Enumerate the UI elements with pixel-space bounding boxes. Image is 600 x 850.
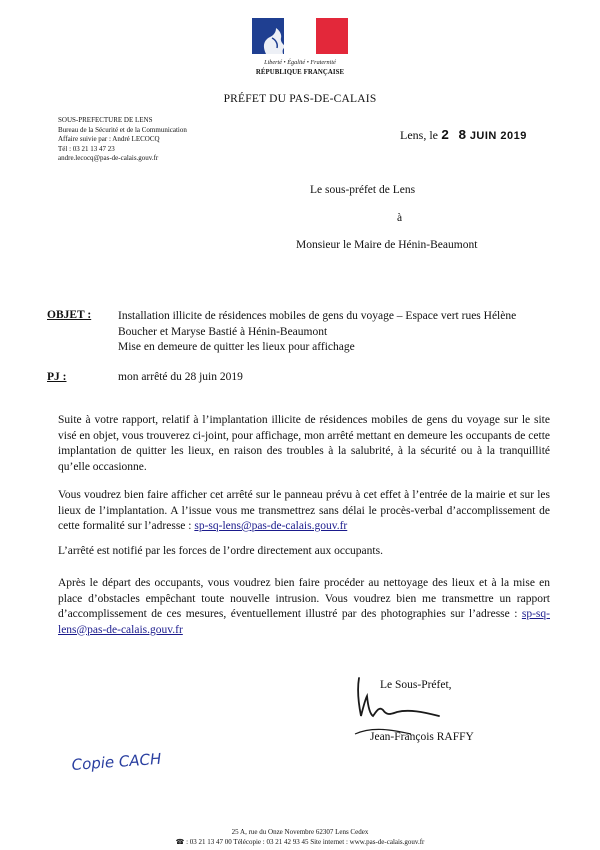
signature-name: Jean-François RAFFY: [370, 731, 474, 743]
body-paragraph-3: L’arrêté est notifié par les forces de l’ordre directement aux occupants.: [58, 545, 383, 557]
flag-red-band: [316, 18, 348, 54]
marianne-profile-icon: [252, 18, 284, 54]
recipient-connector: à: [397, 212, 403, 224]
tricolor-flag: [252, 18, 348, 54]
flag-blue-band: [252, 18, 284, 54]
recipient-name: Monsieur le Maire de Hénin-Beaumont: [296, 239, 478, 251]
sender-title: Le sous-préfet de Lens: [310, 184, 416, 196]
date-month-year: JUIN 2019: [469, 130, 527, 142]
body-paragraph-1: Suite à votre rapport, relatif à l’implantation illicite de résidences mobiles de gens du voyage sur le site visé en objet, vous trouverez ci-joint, pour affichage, mon arrêté mettant en demeure les occupants de cette implantation de quitter les lieux, en raison des troubles à la salubrité, à la sécurité ou à la tranquillité qu’elle occasionne.: [58, 414, 550, 473]
date-prefix: Lens, le: [400, 128, 438, 142]
objet-line: Installation illicite de résidences mobiles de gens du voyage – Espace vert rues Hélène: [118, 310, 517, 322]
objet-line: Mise en demeure de quitter les lieux pour affichage: [118, 341, 355, 353]
footer-contact: ☎ : 03 21 13 47 00 Télécopie : 03 21 42 93 45 Site internet : www.pas-de-calais.gouv.fr: [175, 838, 425, 846]
sender-office: SOUS-PREFECTURE DE LENS: [58, 116, 153, 124]
flag-white-band: [284, 18, 316, 54]
handwritten-annotation: [70, 742, 180, 782]
letter-date: [400, 128, 527, 144]
objet-text: [118, 309, 538, 356]
body-paragraph-4: [58, 576, 550, 638]
sender-phone: Tél : 03 21 13 47 23: [58, 144, 115, 153]
republic-name: RÉPUBLIQUE FRANÇAISE: [255, 69, 345, 76]
body-paragraph-2: [58, 488, 550, 535]
sender-bureau: Bureau de la Sécurité et de la Communication: [58, 125, 187, 134]
email-link[interactable]: sp-sq-lens@pas-de-calais.gouv.fr: [58, 608, 550, 636]
objet-line: Boucher et Maryse Bastié à Hénin-Beaumont: [118, 325, 328, 338]
republic-motto: Liberté • Égalité • Fraternité: [264, 59, 336, 66]
date-day: 2 8: [441, 129, 467, 144]
prefet-title: PRÉFET DU PAS-DE-CALAIS: [223, 93, 377, 105]
signature-title: Le Sous-Préfet,: [380, 679, 452, 691]
sender-email: andre.lecocq@pas-de-calais.gouv.fr: [58, 154, 159, 162]
email-link[interactable]: sp-sq-lens@pas-de-calais.gouv.fr: [194, 520, 348, 532]
sender-contact-person: Affaire suivie par : André LECOCQ: [58, 135, 160, 143]
sender-block: [58, 116, 187, 164]
marianne-logo: [250, 18, 350, 76]
pj-text: mon arrêté du 28 juin 2019: [118, 371, 243, 383]
annotation-text: Copie CACH: [71, 749, 162, 774]
paragraph-text: Vous voudrez bien faire afficher cet arrêté sur le panneau prévu à cet effet à l’entrée de la mairie et sur les lieux de l’implantation. A l’issue vous me transmettrez sans délai le procès-verbal d’accomplissement de cette formalité sur l’adresse :: [58, 489, 550, 532]
paragraph-text: Après le départ des occupants, vous voudrez bien faire procéder au nettoyage des lieux et à la mise en place d’obstacles empêchant toute nouvelle intrusion. Vous voudrez bien me transmettre un rapport d’accomplissement de ces mesures, éventuellement illustré par des photographies sur l’adresse :: [58, 577, 550, 620]
footer-address: 25 A, rue du Onze Novembre 62307 Lens Cedex: [231, 828, 369, 836]
pj-label: PJ :: [47, 371, 67, 383]
objet-label: OBJET :: [47, 309, 92, 321]
